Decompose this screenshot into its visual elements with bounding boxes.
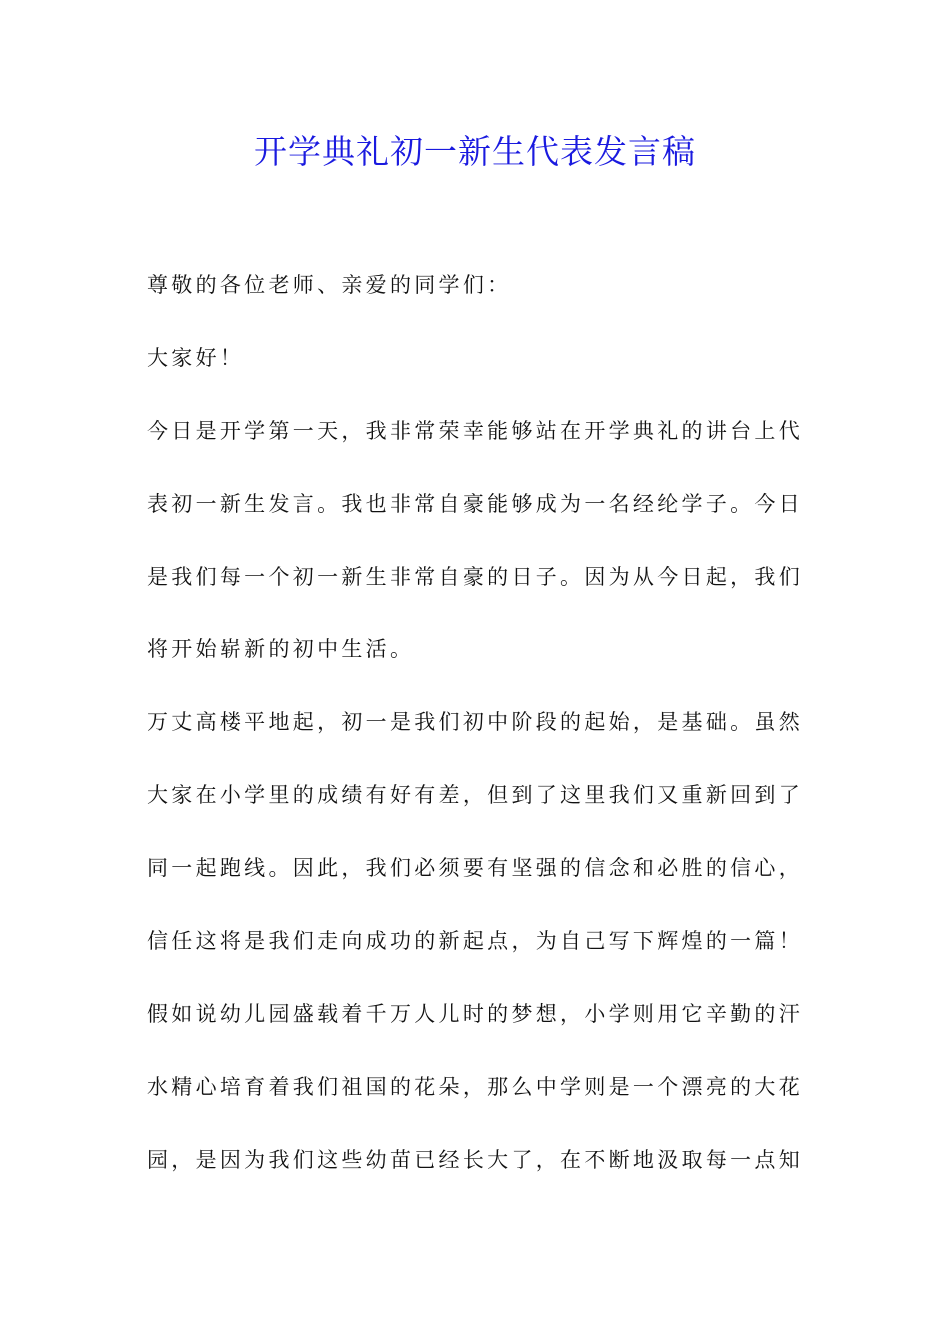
body-line: 大 家 好 ！ xyxy=(147,345,241,370)
body-line: 万 丈 高 楼 平 地 起 ， 初 一 是 我 们 初 中 阶 段 的 起 始 ， 是 基 础 。 虽 然 xyxy=(147,710,800,735)
document-title: 开学典礼初一新生代表发言稿 xyxy=(254,132,696,171)
body-line: 今 日 是 开 学 第 一 天 ， 我 非 常 荣 幸 能 够 站 在 开 学 典 礼 的 讲 台 上 代 xyxy=(147,418,800,443)
body-line: 同 一 起 跑 线 。 因 此 ， 我 们 必 须 要 有 坚 强 的 信 念 和 必 胜 的 信 心 ， xyxy=(147,856,800,881)
body-line: 大 家 在 小 学 里 的 成 绩 有 好 有 差 ， 但 到 了 这 里 我 们 又 重 新 回 到 了 xyxy=(147,783,800,808)
document-body xyxy=(147,262,807,1210)
body-line: 将 开 始 崭 新 的 初 中 生 活 。 xyxy=(147,637,411,662)
body-line: 是 我 们 每 一 个 初 一 新 生 非 常 自 豪 的 日 子 。 因 为 从 今 日 起 ， 我 们 xyxy=(147,564,800,589)
body-line: 水 精 心 培 育 着 我 们 祖 国 的 花 朵 ， 那 么 中 学 则 是 一 个 漂 亮 的 大 花 xyxy=(147,1074,800,1099)
body-line: 信 任 这 将 是 我 们 走 向 成 功 的 新 起 点 ， 为 自 己 写 下 辉 煌 的 一 篇 ！ xyxy=(147,929,800,954)
body-line: 假 如 说 幼 儿 园 盛 载 着 千 万 人 儿 时 的 梦 想 ， 小 学 则 用 它 辛 勤 的 汗 xyxy=(147,1001,800,1026)
body-line: 尊 敬 的 各 位 老 师 、 亲 爱 的 同 学 们 ： xyxy=(147,273,509,297)
body-line: 表 初 一 新 生 发 言 。 我 也 非 常 自 豪 能 够 成 为 一 名 经 纶 学 子 。 今 日 xyxy=(147,491,800,516)
body-line: 园 ， 是 因 为 我 们 这 些 幼 苗 已 经 长 大 了 ， 在 不 断 地 汲 取 每 一 点 知 xyxy=(147,1147,800,1172)
